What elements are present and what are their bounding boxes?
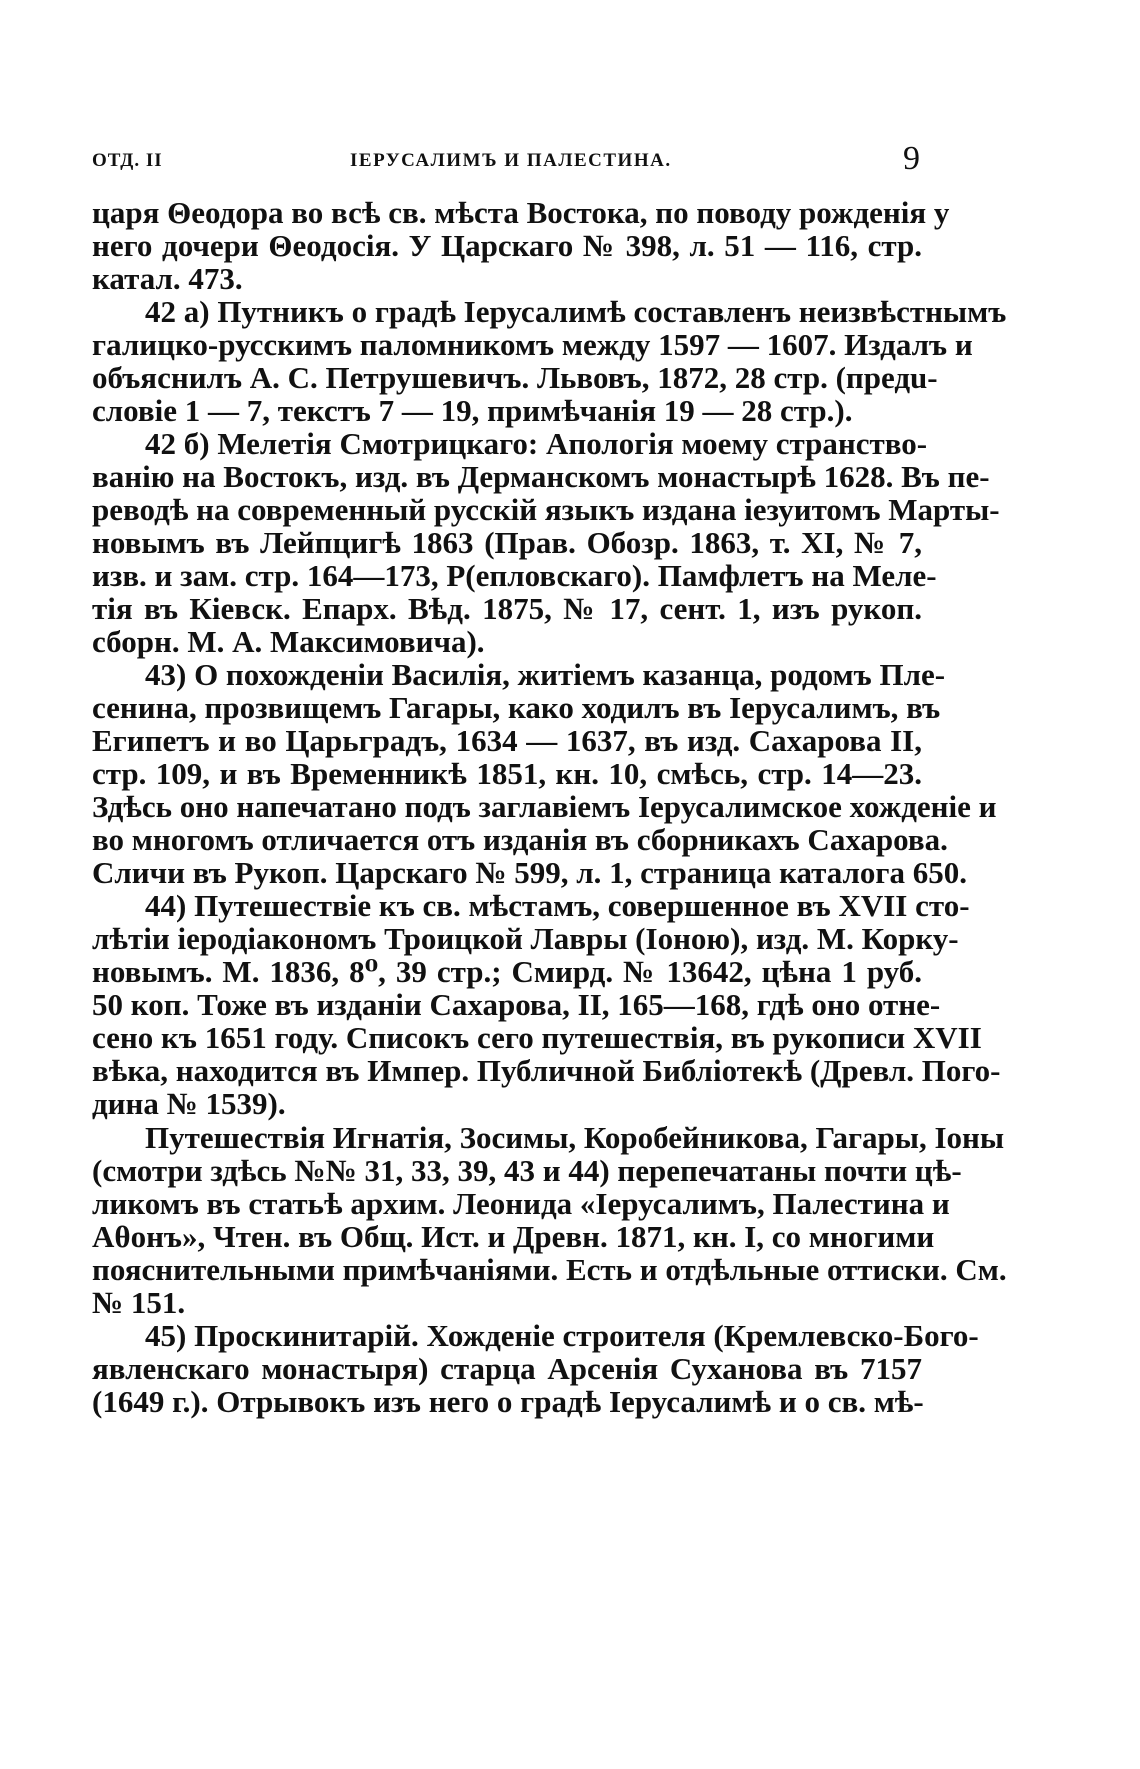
text-line: реводѣ на современный русскій языкъ издана іезуитомъ Марты- <box>92 492 1000 527</box>
text-line: тія въ Кіевск. Епарх. Вѣд. 1875, № 17, сент. 1, изъ рукоп. <box>92 591 922 626</box>
text-line: Путешествія Игнатія, Зосимы, Коробейникова, Гагары, Іоны <box>145 1120 1005 1155</box>
text-line: словіе 1 — 7, текстъ 7 — 19, примѣчанія 19 — 28 стр.). <box>92 393 853 428</box>
text-line: царя Θеодора во всѣ св. мѣста Востока, по поводу рожденія у <box>92 195 950 230</box>
section-label: ОТД. II <box>92 150 163 171</box>
text-line: него дочери Θеодосія. У Царскаго № 398, л. 51 — 116, стр. <box>92 228 922 263</box>
text-line: Египетъ и во Царьградъ, 1634 — 1637, въ изд. Сахарова II, <box>92 723 922 758</box>
text-line: сено къ 1651 году. Списокъ сего путешествія, въ рукописи XVII <box>92 1020 982 1055</box>
text-line: 42 б) Мелетія Смотрицкаго: Апологія моему странство- <box>145 426 928 461</box>
text-line: объяснилъ А. С. Петрушевичъ. Львовъ, 1872, 28 стр. (предu- <box>92 360 938 395</box>
text-line: ванію на Востокъ, изд. въ Дерманскомъ монастырѣ 1628. Въ пе- <box>92 459 990 494</box>
page-number: 9 <box>903 140 920 177</box>
text-line: 44) Путешествіе къ св. мѣстамъ, совершенное въ XVII сто- <box>145 888 970 923</box>
text-line: № 151. <box>92 1285 186 1320</box>
text-line: пояснительными примѣчаніями. Есть и отдѣльные оттиски. См. <box>92 1252 1007 1287</box>
text-line: 50 коп. Тоже въ изданіи Сахарова, II, 165—168, гдѣ оно отне- <box>92 987 941 1022</box>
text-line: 43) О похожденіи Василія, житіемъ казанца, родомъ Пле- <box>145 657 946 692</box>
text-line: ликомъ въ статьѣ архим. Леонида «Іерусалимъ, Палестина и <box>92 1186 950 1221</box>
text-line: Сличи въ Рукоп. Царскаго № 599, л. 1, страница каталога 650. <box>92 855 968 890</box>
text-line: катал. 473. <box>92 261 243 296</box>
text-line: 42 а) Путникъ о градѣ Іерусалимѣ составленъ неизвѣстнымъ <box>145 294 1007 329</box>
text-line: (1649 г.). Отрывокъ изъ него о градѣ Іерусалимѣ и о св. мѣ- <box>92 1384 924 1419</box>
text-line: сборн. М. А. Максимовича). <box>92 624 485 659</box>
text-line: Аθонъ», Чтен. въ Общ. Ист. и Древн. 1871, кн. I, со многими <box>92 1219 935 1254</box>
text-line: лѣтіи іеродіакономъ Троицкой Лавры (Іоною), изд. М. Корку- <box>92 921 959 956</box>
text-line: стр. 109, и въ Временникѣ 1851, кн. 10, смѣсь, стр. 14—23. <box>92 756 922 791</box>
text-line: новымъ. М. 1836, 8⁰, 39 стр.; Смирд. № 13642, цѣна 1 руб. <box>92 954 922 989</box>
text-line: изв. и зам. стр. 164—173, Р(епловскаго). Памфлетъ на Меле- <box>92 558 937 593</box>
text-line: вѣка, находится въ Импер. Публичной Библіотекѣ (Древл. Пого- <box>92 1053 1001 1088</box>
text-line: (смотри здѣсь №№ 31, 33, 39, 43 и 44) перепечатаны почти цѣ- <box>92 1153 962 1188</box>
text-line: дина № 1539). <box>92 1086 286 1121</box>
text-line: сенина, прозвищемъ Гагары, како ходилъ въ Іерусалимъ, въ <box>92 690 941 725</box>
text-line: новымъ въ Лейпцигѣ 1863 (Прав. Обозр. 1863, т. XI, № 7, <box>92 525 922 560</box>
text-line: 45) Проскинитарій. Хожденіе строителя (Кремлевско-Бого- <box>145 1318 979 1353</box>
running-title: ІЕРУСАЛИМЪ И ПАЛЕСТИНА. <box>350 150 672 171</box>
text-line: Здѣсь оно напечатано подъ заглавіемъ Іерусалимское хожденіе и <box>92 789 997 824</box>
text-line: во многомъ отличается отъ изданія въ сборникахъ Сахарова. <box>92 822 948 857</box>
text-line: галицко-русскимъ паломникомъ между 1597 — 1607. Издалъ и <box>92 327 973 362</box>
text-line: явленскаго монастыря) старца Арсенія Суханова въ 7157 <box>92 1351 922 1386</box>
